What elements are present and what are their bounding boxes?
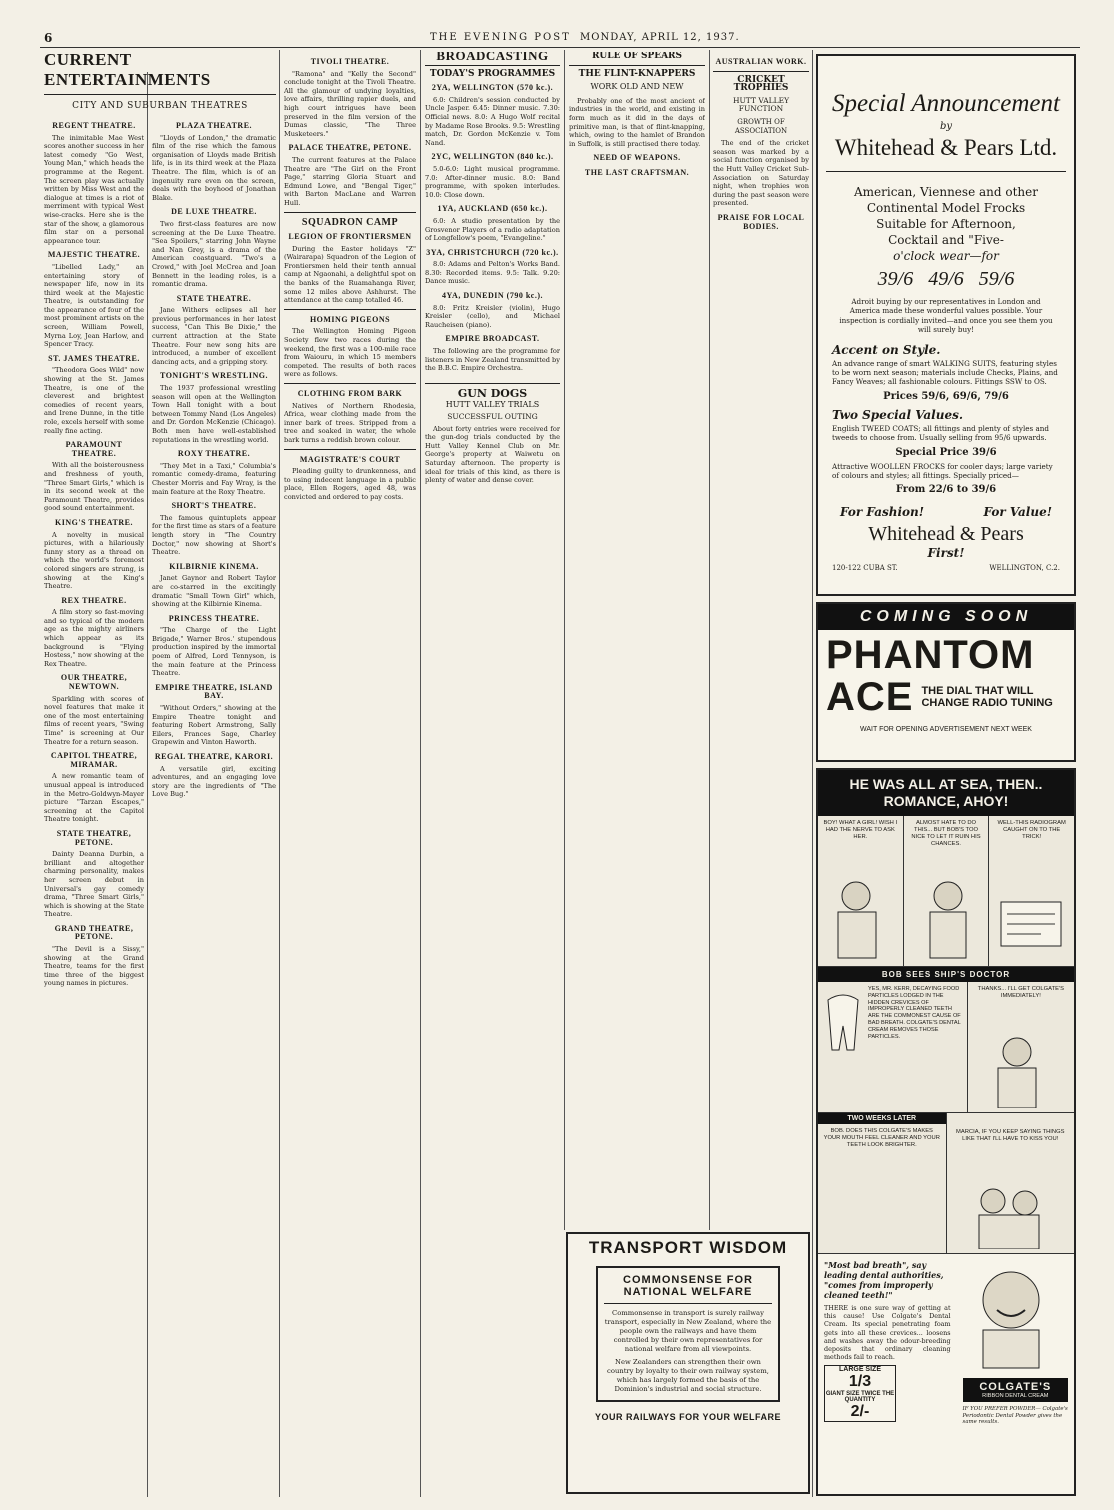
cricket-subtitle: HUTT VALLEY FUNCTION bbox=[732, 95, 790, 114]
article-heading: KILBIRNIE KINEMA. bbox=[169, 561, 259, 571]
article bbox=[284, 390, 416, 445]
station bbox=[425, 292, 560, 329]
station-name: EMPIRE BROADCAST. bbox=[445, 334, 540, 344]
price: 49/6 bbox=[928, 268, 964, 290]
entertainments-subtitle: CITY AND SUBURBAN THEATRES bbox=[72, 101, 248, 111]
tagline-fashion: For Fashion! bbox=[840, 505, 925, 520]
phantom-title: PHANTOM bbox=[826, 633, 1035, 677]
article-body: The famous quintuplets appear for the first time as stars of a feature length story in "The Country Doctor," now showing at Short's Theatre. bbox=[152, 513, 276, 557]
article-body: "The Charge of the Light Brigade," Warner Bros.' stupendous production inspired by the immortal poem of Alfred, Lord Tennyson, is the main feature at the Princess Theatre. bbox=[152, 626, 276, 678]
whitehead-pears-ad bbox=[816, 54, 1076, 596]
cricket-subheading: AUSTRALIAN WORK. bbox=[715, 57, 807, 66]
article-body: During the Easter holidays "Z" (Wairarapa) Squadron of the Legion of Frontiersmen held their tenth annual camp at Ngaonahi, a delightful spot on the banks of the Ruamahanga River, some 12 miles above Ashhurst. The attendance at the camp totalled 46. bbox=[284, 244, 416, 305]
colgate-powder-note: IF YOU PREFER POWDER— Colgate's Periodontic Dental Powder gives the same results. bbox=[962, 1406, 1068, 1426]
rule-of-spears-kicker: RULE OF SPEARS bbox=[591, 52, 683, 61]
article bbox=[284, 316, 416, 379]
two-weeks-later-label: TWO WEEKS LATER bbox=[818, 1113, 946, 1124]
station-schedule: 6.0: Children's session conducted by Uncle Jasper. 6.45: Dinner music. 7.30: Official news. 8.0: A Hugo Wolf recital by Madame Rose Brooks. 9.5: Wrestling match, Dr. Gordon McKenzie v. Tom Nand. bbox=[425, 95, 560, 147]
values-body-2: Attractive WOOLLEN FROCKS for cooler days; large variety of colours and styles; all fittings. Specially priced— bbox=[832, 461, 1053, 481]
cricket-column bbox=[713, 52, 809, 1232]
article bbox=[152, 502, 276, 557]
giant-size-price: 2/- bbox=[850, 1403, 870, 1421]
article-body: "The Devil is a Sissy," showing at the Grand Theatre, teams for the first time three of the biggest young names in pictures. bbox=[44, 945, 144, 988]
article-heading: SHORT'S THEATRE. bbox=[171, 501, 257, 511]
article-body: "Without Orders," showing at the Empire Theatre tonight and featuring Robert Armstrong, Sally Eilers, Frances Sage, Charley Grapewin and Vinton Haworth. bbox=[152, 704, 276, 747]
article-heading: REGAL THEATRE, KARORI. bbox=[154, 752, 274, 761]
article bbox=[152, 684, 276, 747]
radiogram-icon bbox=[991, 872, 1071, 962]
article-body: A novelty in musical pictures, with a hilariously funny story as a thread on which the world's foremost colored singers are strung, is showing at the King's Theatre. bbox=[44, 530, 144, 591]
tooth-diagram-icon bbox=[820, 990, 866, 1060]
article-heading: PLAZA THEATRE. bbox=[175, 121, 253, 130]
article bbox=[44, 519, 144, 591]
article-body: Two first-class features are now screening at the De Luxe Theatre. "Sea Spoilers," starring John Wayne and Nan Grey, is a drama of the American coastguard. "Two's a Crowd," with Joel McCrea and Joan Bennett in the leading roles, is a romantic drama. bbox=[152, 219, 276, 289]
colgate-copy bbox=[818, 1254, 1074, 1432]
speech-bubble: WELL-THIS RADIOGRAM CAUGHT ON TO THE TRICK! bbox=[997, 820, 1066, 840]
article-heading: ROXY THEATRE. bbox=[177, 449, 251, 459]
style-body: An advance range of smart WALKING SUITS, featuring styles to be worn next season; materials include Checks, Plains, and Fancy Weaves; all fashionable colours. Fittings SSW to OS. bbox=[832, 358, 1058, 387]
coming-soon: COMING SOON bbox=[818, 604, 1074, 630]
article-body: Sparkling with scores of novel features that make it one of the most entertaining films of recent years, "Swing Time" is screening at Our Theatre for a return season. bbox=[44, 694, 144, 746]
broadcasting-subtitle: TODAY'S PROGRAMMES bbox=[429, 68, 556, 79]
article bbox=[284, 144, 416, 207]
colgate-brand: COLGATE'S bbox=[979, 1381, 1052, 1393]
frocks-line: Cocktail and "Five- bbox=[888, 233, 1004, 247]
ad-headline: Special Announcement bbox=[832, 90, 1060, 117]
flint-knappers-column bbox=[569, 52, 705, 1232]
smiling-man-icon bbox=[963, 1260, 1059, 1370]
price-row bbox=[818, 268, 1074, 291]
article bbox=[44, 674, 144, 746]
article-body: Janet Gaynor and Robert Taylor are co-starred in the excitingly dramatic "Small Town Girl" which, showing at the Kilbirnie Kinema. bbox=[152, 574, 276, 609]
frocks-line: American, Viennese and other bbox=[854, 185, 1038, 199]
transport-box-title: COMMONSENSE FOR bbox=[623, 1274, 753, 1286]
phantom-title-2: ACE bbox=[826, 675, 914, 719]
colgate-body: THERE is one sure way of getting at this cause! Use Colgate's Dental Cream. Its special penetrating foam gets into all these crevices... loosens and washes away the odour-breeding deposits that ordinary cleaning methods fail to reach. bbox=[824, 1304, 951, 1362]
colgate-ad bbox=[816, 768, 1076, 1496]
station bbox=[425, 335, 560, 372]
article bbox=[44, 355, 144, 435]
speech-bubble: YES, MR. KERR, DECAYING FOOD PARTICLES LODGED IN THE HIDDEN CREVICES OF IMPROPERLY CLEANED TEETH ARE THE COMMONEST CAUSE OF BAD BREATH. COLGATE'S DENTAL CREAM REMOVES THOSE PARTICLES. bbox=[868, 986, 961, 1040]
article bbox=[44, 251, 144, 349]
article bbox=[152, 372, 276, 444]
masthead bbox=[40, 27, 1080, 48]
values-heading: Two Special Values. bbox=[832, 407, 964, 422]
article-heading: TIVOLI THEATRE. bbox=[310, 57, 390, 66]
ad-city: WELLINGTON, C.2. bbox=[989, 564, 1060, 573]
entertainments-header bbox=[44, 50, 276, 111]
tagline-value: For Value! bbox=[983, 505, 1052, 520]
ad-address-row bbox=[832, 564, 1060, 572]
article bbox=[284, 58, 416, 138]
ad-by: by bbox=[939, 121, 953, 132]
phantom-tagline: CHANGE RADIO TUNING bbox=[921, 697, 1053, 709]
article-heading: PALACE THEATRE, PETONE. bbox=[288, 143, 412, 153]
article-body: "They Met in a Taxi," Columbia's romantic comedy-drama, featuring Chester Morris and Fay Wray, is the main feature at the Roxy Theatre. bbox=[152, 461, 276, 496]
article-body: The 1937 professional wrestling season will open at the Wellington Town Hall tonight with a bout between Tommy Nand (Los Angeles) and Dr. Gordon McKenzie (Chicago). Both men have well-established reputations in the wrestling world. bbox=[152, 384, 276, 444]
flint-subheading: THE LAST CRAFTSMAN. bbox=[584, 167, 690, 177]
article-heading: TONIGHT'S WRESTLING. bbox=[160, 371, 268, 381]
entertainments-column-2 bbox=[152, 116, 276, 1496]
station bbox=[425, 84, 560, 147]
article-heading: GRAND THEATRE, PETONE. bbox=[54, 923, 134, 942]
article bbox=[44, 597, 144, 669]
flint-knappers-body: Probably one of the most ancient of industries in the world, and existing in form much as it did in the days of primitive man, is that of flint-knapping, which, owing to the hamlet of Brandon in Suffolk, is still practised there today. bbox=[569, 96, 705, 148]
transport-title: TRANSPORT WISDOM bbox=[588, 1238, 788, 1257]
station-schedule: The following are the programme for listeners in New Zealand transmitted by the B.B.C. Empire Orchestra. bbox=[425, 347, 560, 373]
price: 59/6 bbox=[978, 268, 1015, 290]
article-body: A versatile girl, exciting adventures, and an engaging love story are the ingredients of "The Love Bug." bbox=[152, 764, 276, 799]
article-heading: PARAMOUNT THEATRE. bbox=[65, 440, 123, 458]
station bbox=[425, 205, 560, 242]
station-schedule: 8.0: Fritz Kreisler (violin), Hugo Kreisler (cello), and Michael Raucheisen (piano). bbox=[425, 303, 560, 329]
article-heading: STATE THEATRE, PETONE. bbox=[56, 828, 132, 847]
comic-row-2 bbox=[818, 982, 1074, 1113]
speech-bubble: BOB. DOES THIS COLGATE'S MAKES YOUR MOUTH FEEL CLEANER AND YOUR TEETH LOOK BRIGHTER. bbox=[823, 1128, 940, 1148]
article bbox=[44, 122, 144, 245]
ad-address: 120-122 CUBA ST. bbox=[832, 564, 898, 573]
cricket-body: The end of the cricket season was marked by a social function organised by the Hutt Valley Cricket Sub-Association on Saturday night, when trophies won during the past season were presented. bbox=[713, 139, 809, 208]
cricket-subheading: PRAISE FOR LOCAL BODIES. bbox=[717, 212, 805, 231]
comic-row-1 bbox=[818, 816, 1074, 967]
comic-panel bbox=[818, 816, 904, 966]
transport-body: Commonsense in transport is surely railway transport, especially in New Zealand, where the people own the railways and have them controlled by their own representatives for national welfare from all viewpoints. bbox=[604, 1309, 772, 1353]
colgate-product: RIBBON DENTAL CREAM bbox=[982, 1393, 1049, 1399]
article bbox=[44, 752, 144, 824]
transport-box bbox=[596, 1266, 780, 1402]
flint-subheading: NEED OF WEAPONS. bbox=[593, 153, 681, 163]
article-heading: STATE THEATRE. bbox=[176, 293, 252, 303]
article-body: "Libelled Lady," an entertaining story of newspaper life, now in its third week at the Majestic Theatre, is outstanding for the appearance of four of the most prominent artists on the screen, William Powell, Myrna Loy, Jean Harlow, and Spencer Tracy. bbox=[44, 262, 144, 349]
large-size-label: LARGE SIZE bbox=[838, 1366, 881, 1374]
station bbox=[425, 153, 560, 199]
frocks-line: Continental Model Frocks bbox=[866, 201, 1026, 215]
gun-dogs-body: About forty entries were received for the gun-dog trials conducted by the Hutt Valley Kennel Club on Mr. George's property at Waiwetu on Saturday afternoon. The property is ideal for trials of this kind, as there is plenty of water and dense cover. bbox=[425, 424, 560, 485]
comic-panel bbox=[947, 1113, 1075, 1253]
speech-bubble: MARCIA, IF YOU KEEP SAYING THINGS LIKE THAT I'LL HAVE TO KISS YOU! bbox=[956, 1129, 1065, 1142]
price: 39/6 bbox=[877, 268, 914, 290]
article-body: The Wellington Homing Pigeon Society flew two races during the weekend, the first was a 100-mile race from Waiouru, in which 15 members competed. The results of both races were as follows. bbox=[284, 327, 416, 379]
article bbox=[284, 216, 416, 305]
phantom-footer: WAIT FOR OPENING ADVERTISEMENT NEXT WEEK bbox=[860, 726, 1032, 733]
station-schedule: 6.0: A studio presentation by the Grosvenor Players of a radio adaptation of Longfellow's poem, "Evangeline." bbox=[425, 216, 560, 243]
gun-dogs-title: GUN DOGS bbox=[457, 386, 528, 400]
comic-panel bbox=[818, 1113, 947, 1253]
transport-body-2: New Zealanders can strengthen their own country by loyalty to their own railway system, which has largely formed the basis of the Dominion's industrial and social structure. bbox=[607, 1358, 769, 1393]
sailor-figure-icon bbox=[820, 872, 904, 962]
couple-figures-icon bbox=[953, 1179, 1073, 1249]
speech-bubble: BOY! WHAT A GIRL! WISH I HAD THE NERVE TO ASK HER. bbox=[823, 820, 898, 840]
article-body: With all the boisterousness and freshness of youth, "Three Smart Girls," which is in its second week at the Paramount Theatre, provides good sound entertainment. bbox=[44, 461, 144, 513]
station-name: 1YA, AUCKLAND (650 kc.). bbox=[437, 204, 548, 214]
colgate-banner: HE WAS ALL AT SEA, THEN.. ROMANCE, AHOY! bbox=[818, 770, 1074, 816]
article-heading: OUR THEATRE, NEWTOWN. bbox=[60, 673, 128, 692]
article-heading: SQUADRON CAMP bbox=[301, 216, 399, 228]
ad-company-2: Whitehead & Pears bbox=[868, 523, 1024, 546]
article-body: Natives of Northern Rhodesia, Africa, wear clothing made from the inner bark of trees. Stripped from a tree and soaked in water, the whole bark turns a reddish brown colour. bbox=[284, 401, 416, 444]
station-name: 2YA, WELLINGTON (570 kc.). bbox=[431, 83, 554, 93]
article-body: Dainty Deanna Durbin, a brilliant and altogether charming personality, makes her screen debut in Universal's gay comedy drama, "Three Smart Girls," which is showing at the State Theatre. bbox=[44, 850, 144, 919]
colgate-sub-banner: BOB SEES SHIP'S DOCTOR bbox=[818, 967, 1074, 982]
cricket-title: CRICKET TROPHIES bbox=[733, 74, 789, 94]
article-heading: HOMING PIGEONS bbox=[309, 314, 391, 324]
broadcasting-column bbox=[425, 52, 560, 1232]
transport-box-title: NATIONAL WELFARE bbox=[623, 1286, 753, 1298]
article-heading: MAGISTRATE'S COURT bbox=[299, 454, 401, 464]
article-heading: CAPITOL THEATRE, MIRAMAR. bbox=[50, 751, 138, 769]
colgate-quote: "Most bad breath", say leading dental authorities, "comes from improperly cleaned teeth!" bbox=[824, 1260, 944, 1300]
girl-figure-icon bbox=[906, 872, 990, 962]
article bbox=[284, 456, 416, 502]
station bbox=[425, 249, 560, 286]
article bbox=[152, 295, 276, 367]
article-body: "Lloyds of London," the dramatic film of the rise which the famous organisation of Lloyds made British life, is in its third week at the Plaza Theatre. The film, which is of an ingenuity rare even on the screen, deals with the boyhood of Jonathan Blake. bbox=[152, 133, 276, 202]
doctor-figure-icon bbox=[972, 1028, 1062, 1108]
values-body: English TWEED COATS; all fittings and plenty of styles and tweeds to choose from. Usually selling from 95/6 upwards. bbox=[832, 423, 1050, 443]
station-schedule: 8.0: Adams and Pelton's Works Band. 8.30: Recorded items. 9.5: Talk. 9.20: Dance music. bbox=[425, 260, 560, 286]
speech-bubble: THANKS... I'LL GET COLGATE'S IMMEDIATELY! bbox=[977, 986, 1064, 999]
comic-panel bbox=[818, 982, 968, 1112]
article-heading: REGENT THEATRE. bbox=[52, 121, 136, 130]
transport-footer: YOUR RAILWAYS FOR YOUR WELFARE bbox=[594, 1412, 782, 1422]
style-prices: Prices 59/6, 69/6, 79/6 bbox=[883, 390, 1009, 402]
issue-date: MONDAY, APRIL 12, 1937. bbox=[580, 32, 740, 43]
article-body: A new romantic team of unusual appeal is introduced in the Metro-Goldwyn-Mayer picture "Tarzan Escapes," screening at the Capitol Theatre tonight. bbox=[44, 772, 144, 824]
article-body: The current features at the Palace Theatre are "The Girl on the Front Page," starring Gloria Stuart and Edmund Lowe, and "Bengal Tiger," with Barton MacLane and Warren Hull. bbox=[284, 155, 416, 207]
gun-dogs-subtitle-2: SUCCESSFUL OUTING bbox=[447, 412, 538, 421]
article bbox=[152, 615, 276, 678]
values-range: From 22/6 to 39/6 bbox=[895, 484, 997, 496]
flint-knappers-title: THE FLINT-KNAPPERS bbox=[578, 68, 696, 79]
cricket-subtitle-2: GROWTH OF ASSOCIATION bbox=[734, 117, 788, 135]
transport-wisdom-ad bbox=[566, 1232, 810, 1494]
ad-company: Whitehead & Pears Ltd. bbox=[834, 135, 1058, 160]
comic-panel bbox=[989, 816, 1074, 966]
article-heading: REX THEATRE. bbox=[61, 595, 127, 605]
comic-panel bbox=[968, 982, 1074, 1112]
flint-knappers-subtitle: WORK OLD AND NEW bbox=[590, 82, 684, 92]
article bbox=[44, 830, 144, 919]
article-subheading: LEGION OF FRONTIERSMEN bbox=[288, 232, 412, 242]
article-heading: KING'S THEATRE. bbox=[55, 517, 133, 527]
size-box bbox=[824, 1365, 896, 1422]
phantom-tagline: THE DIAL THAT WILL bbox=[921, 685, 1034, 697]
article-heading: DE LUXE THEATRE. bbox=[171, 207, 257, 217]
frocks-line: o'clock wear—for bbox=[893, 249, 999, 263]
article-heading: MAJESTIC THEATRE. bbox=[47, 250, 141, 260]
article-body: Pleading guilty to drunkenness, and to using indecent language in a public place, Ellen Rogers, aged 48, was convicted and ordered to pay costs. bbox=[284, 467, 416, 501]
article-body: "Theodora Goes Wild" now showing at the St. James Theatre, is one of the cleverest and brightest comedies of recent years, and Irene Dunne, in the title role, excels herself with some really fine acting. bbox=[44, 366, 144, 435]
article bbox=[152, 450, 276, 496]
article-heading: CLOTHING FROM BARK bbox=[297, 389, 403, 398]
article bbox=[152, 122, 276, 202]
comic-row-3 bbox=[818, 1113, 1074, 1254]
article-heading: PRINCESS THEATRE. bbox=[168, 613, 260, 623]
article-heading: ST. JAMES THEATRE. bbox=[48, 353, 140, 363]
large-size-price: 1/3 bbox=[848, 1373, 872, 1391]
article-body: A film story so fast-moving and so typical of the modern age as the mighty airliners which appear as its background is "Flying Hostess," now showing at the Rex Theatre. bbox=[44, 608, 144, 668]
article-body: Jane Withers eclipses all her previous performances in her latest success, "Can This Be Dixie," the current attraction at the State Theatre. Four new song hits are introduced, a number of excellent dancing acts, and a gripping story. bbox=[152, 306, 276, 366]
article bbox=[44, 441, 144, 513]
entertainments-column-1 bbox=[44, 116, 144, 1496]
station-name: 3YA, CHRISTCHURCH (720 kc.). bbox=[426, 247, 559, 257]
station-name: 2YC, WELLINGTON (840 kc.). bbox=[431, 152, 554, 162]
phantom-ace-ad bbox=[816, 602, 1076, 762]
style-heading: Accent on Style. bbox=[832, 342, 941, 357]
taglines bbox=[840, 505, 1052, 519]
article bbox=[152, 208, 276, 288]
page-number: 6 bbox=[44, 31, 53, 45]
article bbox=[152, 753, 276, 799]
comic-panel bbox=[904, 816, 990, 966]
article-heading: EMPIRE THEATRE, ISLAND BAY. bbox=[155, 682, 273, 701]
values-special: Special Price 39/6 bbox=[895, 446, 997, 458]
giant-size-label: GIANT SIZE TWICE THE QUANTITY bbox=[825, 1391, 895, 1404]
gun-dogs-subtitle: HUTT VALLEY TRIALS bbox=[445, 400, 540, 410]
ad-intro: Adroit buying by our representatives in London and America made these wonderful values possible. Your inspection is cordially invited—and once you see them you will surely buy! bbox=[839, 297, 1053, 335]
article-body: The inimitable Mae West scores another success in her latest comedy "Go West, Young Man," which heads the programme at the Regent. The screen play was actually written by Miss West and the dialogue at times is a riot of merriment with typical West wise-cracks. Here she is the star of the show, a glamorous film star on a personal appearance tour. bbox=[44, 133, 144, 245]
paper-name: THE EVENING POST bbox=[430, 32, 571, 43]
column-3 bbox=[284, 52, 416, 1492]
frocks-line: Suitable for Afternoon, bbox=[876, 217, 1016, 231]
speech-bubble: ALMOST HATE TO DO THIS... BUT BOB'S TOO NICE TO LET IT RUIN HIS CHANCES. bbox=[911, 820, 981, 847]
station-schedule: 5.0-6.0: Light musical programme. 7.0: After-dinner music. 8.0: Band programme, with spoken interludes. 10.0: Close down. bbox=[425, 164, 560, 199]
colgate-tube bbox=[963, 1378, 1068, 1402]
broadcasting-title: BROADCASTING bbox=[436, 52, 549, 63]
ad-first: First! bbox=[927, 546, 965, 561]
article-body: "Ramona" and "Kelly the Second" conclude tonight at the Tivoli Theatre. All the glamour of undying loyalties, love affairs, thrilling rapier duels, and high court intrigues have been preserved in the film version of the Dumas classic, "The Three Musketeers." bbox=[284, 69, 416, 138]
article bbox=[44, 925, 144, 988]
article bbox=[152, 563, 276, 609]
station-name: 4YA, DUNEDIN (790 kc.). bbox=[442, 291, 543, 301]
entertainments-title: CURRENT ENTERTAINMENTS bbox=[44, 50, 211, 89]
